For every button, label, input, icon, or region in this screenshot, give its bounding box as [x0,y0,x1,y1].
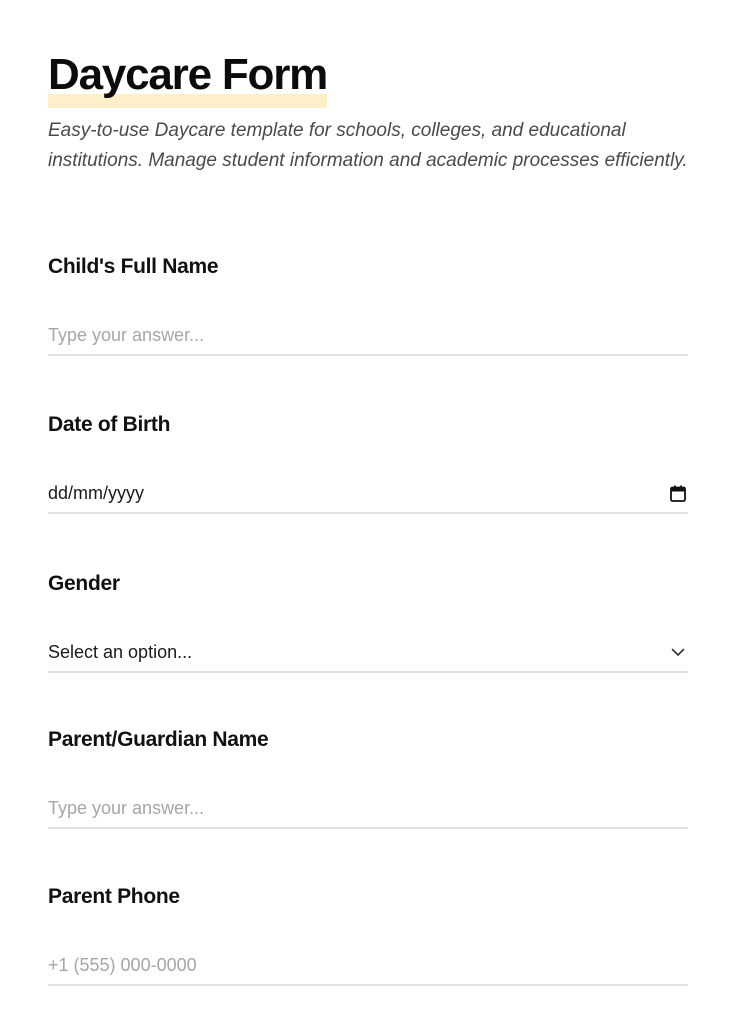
child-name-input[interactable] [48,320,688,350]
form-title: Daycare Form [48,50,328,99]
dob-input[interactable] [48,474,688,514]
dob-label: Date of Birth [48,413,171,436]
gender-select[interactable] [48,633,688,673]
form-description: Easy-to-use Daycare template for schools, colleges, and educational institutions. Manage student information and academic processes efficiently. [48,120,688,171]
child-name-label: Child's Full Name [48,255,219,278]
parent-name-label: Parent/Guardian Name [48,728,269,751]
child-name-field [48,254,688,356]
gender-label: Gender [48,572,120,595]
gender-select-value: Select an option... [48,641,193,662]
dob-value: dd/mm/yyyy [48,482,145,503]
parent-name-input[interactable] [48,793,688,823]
parent-phone-field [48,884,688,986]
parent-phone-input[interactable] [48,950,688,980]
dob-field [48,412,688,514]
parent-name-control [48,789,688,829]
form-title-wrapper [48,48,327,102]
gender-field [48,571,688,673]
calendar-icon[interactable] [668,483,688,503]
parent-phone-control [48,946,688,986]
parent-phone-label: Parent Phone [48,885,180,908]
child-name-control [48,316,688,356]
chevron-down-icon [668,642,688,662]
parent-name-field [48,727,688,829]
